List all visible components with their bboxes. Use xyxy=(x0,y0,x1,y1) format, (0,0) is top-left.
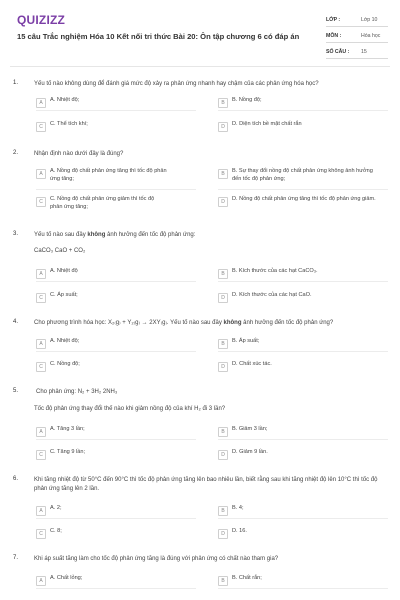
option-c[interactable] xyxy=(36,449,196,461)
option-text: A. 2; xyxy=(50,505,62,511)
worksheet-meta xyxy=(326,13,388,61)
option-a[interactable] xyxy=(36,575,196,587)
question-number: 5. xyxy=(13,388,19,394)
option-letter-box: C xyxy=(36,450,46,460)
option-letter-box: B xyxy=(218,506,228,516)
option-text: A. Nồng độ chất phản ứng tăng thì tốc độ phản ứng tăng; xyxy=(50,168,167,182)
meta-class xyxy=(326,13,388,27)
option-a[interactable] xyxy=(36,505,196,517)
meta-label: MÔN : xyxy=(326,32,342,39)
option-text: D. Nồng độ chất phản ứng tăng thì tốc độ phản ứng giảm. xyxy=(232,196,376,202)
meta-label: SỐ CÂU : xyxy=(326,48,350,55)
option-text: D. Giảm 9 lần. xyxy=(232,449,268,455)
option-divider xyxy=(36,351,196,352)
option-divider xyxy=(36,281,196,282)
question-number: 3. xyxy=(13,231,19,237)
option-text: D. Diện tích bề mặt chất rắn xyxy=(232,121,302,127)
question-text xyxy=(34,231,386,240)
option-b[interactable] xyxy=(218,426,388,438)
option-divider xyxy=(218,110,388,111)
option-text: B. 4; xyxy=(232,505,244,511)
meta-value: Hóa học xyxy=(361,32,381,39)
option-b[interactable] xyxy=(218,338,388,350)
option-text: C. Nồng độ chất phản ứng giảm thì tốc độ phản ứng tăng; xyxy=(50,196,155,210)
option-letter-box: D xyxy=(218,122,228,132)
option-text: B. Giảm 3 lần; xyxy=(232,426,268,432)
option-letter-box: A xyxy=(36,427,46,437)
question-keyword: không xyxy=(223,320,242,326)
option-letter-box: B xyxy=(218,339,228,349)
meta-value: 15 xyxy=(361,48,367,55)
option-text: D. Kích thước của các hạt CaO. xyxy=(232,292,312,298)
question-number: 6. xyxy=(13,476,19,482)
question-text-part: Cho phương trình hóa học: X₂₍g₎ + Y₂₍g₎ → 2XY₍g₎. Yếu tố nào sau đây xyxy=(34,320,224,326)
option-text: D. 16. xyxy=(232,528,247,534)
option-d[interactable] xyxy=(218,292,388,304)
question-text xyxy=(34,319,386,328)
option-text: D. Chất xúc tác. xyxy=(232,361,272,367)
option-text: A. Nhiệt độ xyxy=(50,268,78,274)
question-text: Nhận định nào dưới đây là đúng? xyxy=(34,151,124,157)
option-letter-box: C xyxy=(36,293,46,303)
page-title: 15 câu Trắc nghiệm Hóa 10 Kết nối tri thức Bài 20: Ôn tập chương 6 có đáp án xyxy=(17,32,300,41)
quizizz-logo: QUIZIZZ xyxy=(17,13,66,27)
option-divider xyxy=(36,189,196,190)
option-b[interactable] xyxy=(218,97,388,109)
option-d[interactable] xyxy=(218,121,388,133)
option-letter-box: A xyxy=(36,269,46,279)
option-c[interactable] xyxy=(36,528,196,540)
option-c[interactable] xyxy=(36,292,196,304)
question-text-part: ảnh hưởng đến tốc độ phản ứng: xyxy=(105,232,196,238)
question-subtext: Tốc độ phản ứng thay đổi thế nào khi giảm nồng độ của khí H₂ đi 3 lần? xyxy=(34,406,226,412)
option-letter-box: B xyxy=(218,269,228,279)
question-number: 2. xyxy=(13,150,19,156)
option-divider xyxy=(218,439,388,440)
option-letter-box: D xyxy=(218,362,228,372)
option-divider xyxy=(36,518,196,519)
option-text: C. Thể tích khí; xyxy=(50,121,88,127)
option-c[interactable] xyxy=(36,121,196,133)
question-text: Yếu tố nào không dùng để đánh giá mức độ xảy ra phản ứng nhanh hay chậm của các phản ứng hóa học? xyxy=(34,81,319,87)
option-letter-box: C xyxy=(36,362,46,372)
option-letter-box: B xyxy=(218,576,228,586)
option-divider xyxy=(218,518,388,519)
question-text-part: Yếu tố nào sau đây xyxy=(34,232,88,238)
option-a[interactable] xyxy=(36,168,196,180)
option-letter-box: D xyxy=(218,529,228,539)
option-text: B. Áp suất; xyxy=(232,338,260,344)
question-number: 1. xyxy=(13,80,19,86)
option-letter-box: A xyxy=(36,169,46,179)
option-d[interactable] xyxy=(218,361,388,373)
option-text: B. Sự thay đổi nồng độ chất phản ứng không ảnh hưởng đến tốc độ phản ứng; xyxy=(232,168,373,182)
option-d[interactable] xyxy=(218,196,388,208)
option-b[interactable] xyxy=(218,505,388,517)
reaction-equation: CaCO₃ CaO + CO₂ xyxy=(34,248,86,254)
option-divider xyxy=(36,588,196,589)
option-letter-box: C xyxy=(36,197,46,207)
option-c[interactable] xyxy=(36,196,196,208)
option-divider xyxy=(218,281,388,282)
option-a[interactable] xyxy=(36,338,196,350)
option-d[interactable] xyxy=(218,449,388,461)
header-divider xyxy=(10,66,390,67)
question-number: 4. xyxy=(13,319,19,325)
option-letter-box: D xyxy=(218,293,228,303)
option-b[interactable] xyxy=(218,575,388,587)
option-a[interactable] xyxy=(36,268,196,280)
question-text-part: ảnh hưởng đến tốc độ phản ứng? xyxy=(241,320,334,326)
option-a[interactable] xyxy=(36,426,196,438)
option-text: B. Chất rắn; xyxy=(232,575,262,581)
option-b[interactable] xyxy=(218,168,388,180)
option-letter-box: C xyxy=(36,122,46,132)
question-keyword: không xyxy=(87,232,106,238)
question-text: Cho phản ứng: N₂ + 3H₂ 2NH₃ xyxy=(36,389,118,395)
option-text: B. Nồng độ; xyxy=(232,97,262,103)
option-text: C. Nồng độ; xyxy=(50,361,80,367)
option-text: A. Nhiệt độ; xyxy=(50,338,80,344)
option-text: B. Kích thước của các hạt CaCO₃. xyxy=(232,268,318,274)
question-text: Khi tăng nhiệt độ từ 50°C đến 90°C thì tốc độ phản ứng tăng lên bao nhiêu lần, biết rằng sau khi tăng nhiệt độ lên 10°C thì tốc độ phản ứng tăng lên 2 lần. xyxy=(34,477,378,492)
option-letter-box: C xyxy=(36,529,46,539)
option-letter-box: A xyxy=(36,339,46,349)
option-letter-box: D xyxy=(218,450,228,460)
option-letter-box: A xyxy=(36,576,46,586)
option-letter-box: B xyxy=(218,169,228,179)
option-divider xyxy=(218,189,388,190)
option-text: C. 8; xyxy=(50,528,62,534)
meta-subject xyxy=(326,29,388,43)
option-divider xyxy=(218,588,388,589)
option-c[interactable] xyxy=(36,361,196,373)
option-letter-box: B xyxy=(218,98,228,108)
option-letter-box: B xyxy=(218,427,228,437)
question-number: 7. xyxy=(13,555,19,561)
question-text: Khi áp suất tăng làm cho tốc độ phản ứng tăng là đúng với phản ứng có chất nào tham gia? xyxy=(34,556,279,562)
option-d[interactable] xyxy=(218,528,388,540)
option-text: C. Áp suất; xyxy=(50,292,78,298)
option-letter-box: D xyxy=(218,197,228,207)
option-divider xyxy=(218,351,388,352)
option-b[interactable] xyxy=(218,268,388,280)
option-text: A. Chất lỏng; xyxy=(50,575,83,581)
meta-question-count xyxy=(326,45,388,59)
option-letter-box: A xyxy=(36,98,46,108)
meta-label: LỚP : xyxy=(326,16,341,23)
option-divider xyxy=(36,439,196,440)
option-a[interactable] xyxy=(36,97,196,109)
option-text: C. Tăng 9 lần; xyxy=(50,449,86,455)
meta-value: Lớp 10 xyxy=(361,16,378,23)
option-text: A. Tăng 3 lần; xyxy=(50,426,85,432)
option-text: A. Nhiệt độ; xyxy=(50,97,80,103)
option-letter-box: A xyxy=(36,506,46,516)
option-divider xyxy=(36,110,196,111)
